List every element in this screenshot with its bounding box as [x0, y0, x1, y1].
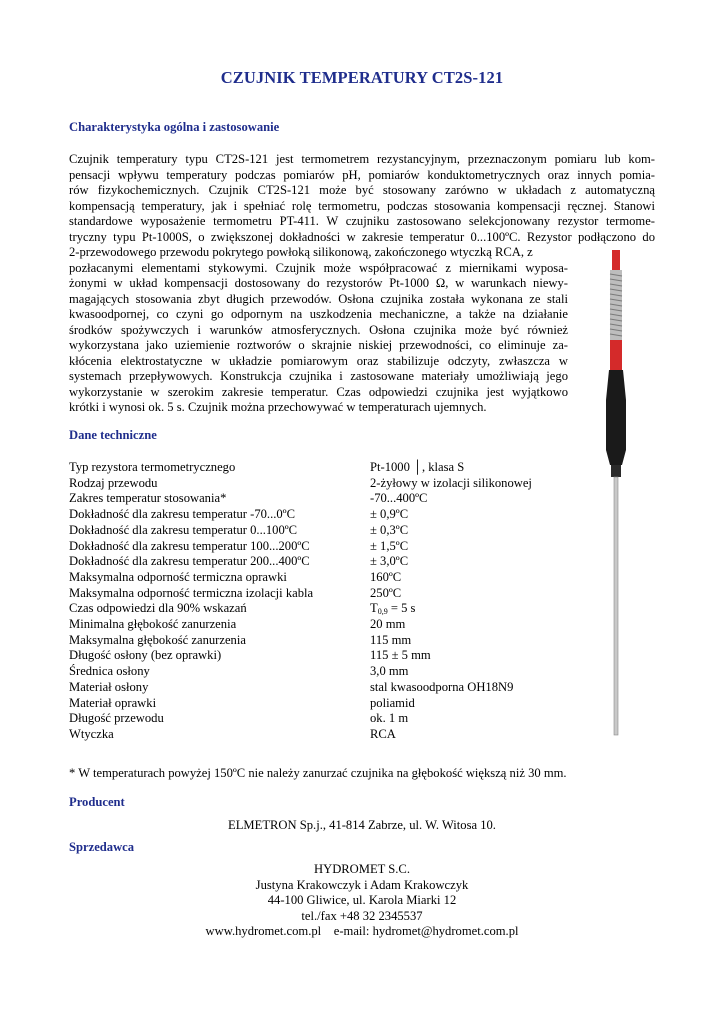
- description-line: 2-przewodowego przewodu pokrytego powłoką silikonową, zakończonego wtyczką RCA, z: [69, 245, 533, 259]
- spec-value: stal kwasoodporna OH18N9: [370, 679, 514, 694]
- spec-value: 3,0 mm: [370, 664, 409, 679]
- description-line: systemach przepływowych. Konstrukcja czujnika i zastosowane materiały umożliwiają jego: [69, 369, 568, 383]
- spec-value: ± 0,3ºC: [370, 522, 409, 537]
- spec-row: [69, 632, 412, 648]
- page-title: CZUJNIK TEMPERATURY CT2S-121: [220, 68, 504, 87]
- description-line: Czujnik temperatury typu CT2S-121 jest termometrem rezystancyjnym, przeznaczonym pomiaru lub kom-: [69, 152, 655, 166]
- description-line: magających stosowania zbyt długich przewodów. Osłona czujnika została wykonana ze stali: [69, 291, 568, 306]
- spec-label: Maksymalna odporność termiczna izolacji kabla: [69, 585, 314, 600]
- spec-row: [69, 726, 396, 742]
- description-line: pozłacanymi elementami stykowymi. Czujnik może współpracować z miernikami wyposa-: [69, 260, 568, 275]
- spring-coil: [610, 270, 622, 340]
- spec-value: ± 1,5ºC: [370, 538, 409, 553]
- spec-row: [69, 490, 428, 506]
- description-line: standardowe wyposażenie termometru PT-411. W czujniku zastosowano selekcjonowany rezystor termome-: [69, 214, 655, 228]
- spec-row: [69, 647, 431, 663]
- seller-line: Justyna Krakowczyk i Adam Krakowczyk: [255, 877, 469, 892]
- spec-value: Pt-1000 │, klasa S: [370, 460, 465, 474]
- spec-row: [69, 522, 409, 538]
- spec-label: Zakres temperatur stosowania*: [69, 491, 227, 506]
- spec-label: Średnica osłony: [69, 664, 150, 679]
- spec-value: 250ºC: [370, 585, 402, 600]
- spec-value: ok. 1 m: [370, 711, 409, 726]
- spec-row: [69, 475, 532, 491]
- handle: [606, 370, 626, 465]
- spec-label: Długość przewodu: [69, 711, 164, 726]
- spec-row: [69, 459, 465, 475]
- description-line: kompensacją temperatury, jak i spełniać rolę termometru, podczas stosowania kompensacji ręcznej. Stanowi: [69, 198, 655, 213]
- spec-row: [69, 585, 402, 601]
- cable-sleeve: [610, 340, 622, 370]
- spec-label: Wtyczka: [69, 726, 114, 741]
- section-heading-seller: Sprzedawca: [69, 840, 135, 854]
- spec-label: Dokładność dla zakresu temperatur 200...400ºC: [69, 554, 310, 569]
- description-line: kłócenia elektrostatyczne w układzie pomiarowym oraz stabilizuje odczyty, zwłaszcza w: [69, 353, 568, 368]
- description-line: rów fizykochemicznych. Czujnik CT2S-121 może być stosowany zarówno w układach z automatyczną: [69, 183, 655, 197]
- spec-value: -70...400ºC: [370, 491, 428, 506]
- spec-value: 115 mm: [370, 632, 412, 647]
- spec-label: Materiał osłony: [69, 679, 149, 694]
- description-line: tryczny typu Pt-1000S, o zwiększonej dokładności w zakresie temperatur 0...100ºC. Rezystor podłączono do: [69, 229, 655, 244]
- plug-tip: [612, 250, 620, 270]
- steel-sheath: [614, 477, 618, 735]
- spec-label: Typ rezystora termometrycznego: [69, 460, 236, 474]
- producer-address: ELMETRON Sp.j., 41-814 Zabrze, ul. W. Witosa 10.: [228, 818, 496, 832]
- handle-collar: [611, 465, 621, 477]
- spec-label: Materiał oprawki: [69, 695, 157, 710]
- spec-value: ± 0,9ºC: [370, 507, 409, 522]
- seller-line: 44-100 Gliwice, ul. Karola Miarki 12: [267, 893, 457, 907]
- spec-value: poliamid: [370, 695, 415, 710]
- spec-row: [69, 506, 409, 522]
- section-heading-producer: Producent: [69, 795, 125, 809]
- spec-row: [69, 710, 409, 726]
- spec-row: [69, 616, 406, 632]
- spec-row: [69, 663, 409, 679]
- spec-row: [69, 695, 415, 711]
- description-line: kwasoodpornej, co czyni go odpornym na uszkodzenia mechaniczne, a także na działanie: [69, 307, 568, 321]
- spec-label: Czas odpowiedzi dla 90% wskazań: [69, 601, 247, 616]
- sensor-probe-image: [596, 250, 636, 740]
- spec-row: [69, 569, 402, 585]
- spec-row: [69, 600, 416, 617]
- spec-label: Dokładność dla zakresu temperatur 100...200ºC: [69, 538, 310, 553]
- spec-value: 160ºC: [370, 569, 402, 584]
- description-line: środków spożywczych i warunków atmosferycznych. Osłona czujnika może być również: [69, 322, 568, 337]
- spec-value: 20 mm: [370, 617, 406, 631]
- spec-row: [69, 553, 409, 569]
- spec-row: [69, 538, 409, 554]
- spec-label: Dokładność dla zakresu temperatur 0...100ºC: [69, 522, 298, 537]
- section-heading-general: Charakterystyka ogólna i zastosowanie: [69, 120, 280, 134]
- section-heading-specs: Dane techniczne: [69, 428, 157, 442]
- spec-label: Dokładność dla zakresu temperatur -70...0ºC: [69, 507, 295, 522]
- spec-label: Długość osłony (bez oprawki): [69, 648, 222, 663]
- spec-label: Maksymalna głębokość zanurzenia: [69, 632, 246, 647]
- seller-line: www.hydromet.com.pl e-mail: hydromet@hydromet.com.pl: [205, 924, 519, 938]
- spec-label: Maksymalna odporność termiczna oprawki: [69, 569, 287, 584]
- spec-label: Minimalna głębokość zanurzenia: [69, 617, 237, 631]
- spec-value: $T_{0,9} = 5$ s: [370, 601, 416, 617]
- spec-row: [69, 679, 514, 695]
- description-line: wykorzystanie w szerokim zakresie temperatur. Czas odpowiedzi czujnika jest wyjątkowo: [69, 384, 568, 399]
- description-line: krótki i wynosi ok. 5 s. Czujnik można przechowywać w temperaturach ujemnych.: [69, 400, 487, 414]
- spec-value: 115 ± 5 mm: [370, 648, 431, 663]
- footnote: * W temperaturach powyżej 150ºC nie należy zanurzać czujnika na głębokość większą niż 30 mm.: [69, 766, 567, 780]
- description-line: żonymi w układ kompensacji dostosowany do rezystorów Pt-1000 Ω, w warunkach niewy-: [69, 276, 568, 290]
- spec-value: 2-żyłowy w izolacji silikonowej: [370, 475, 532, 490]
- description-line: wykorzystana jako uziemienie roztworów o skrajnie niskiej przewodności, co eliminuje za-: [69, 338, 568, 352]
- spec-value: ± 3,0ºC: [370, 554, 409, 569]
- spec-value: RCA: [370, 726, 396, 741]
- spec-label: Rodzaj przewodu: [69, 475, 158, 490]
- seller-line: tel./fax +48 32 2345537: [301, 908, 423, 923]
- seller-line: HYDROMET S.C.: [314, 862, 410, 876]
- description-line: pensacji wpływu temperatury podczas pomiarów pH, pomiarów konduktometrycznych oraz innych pomia-: [69, 167, 655, 182]
